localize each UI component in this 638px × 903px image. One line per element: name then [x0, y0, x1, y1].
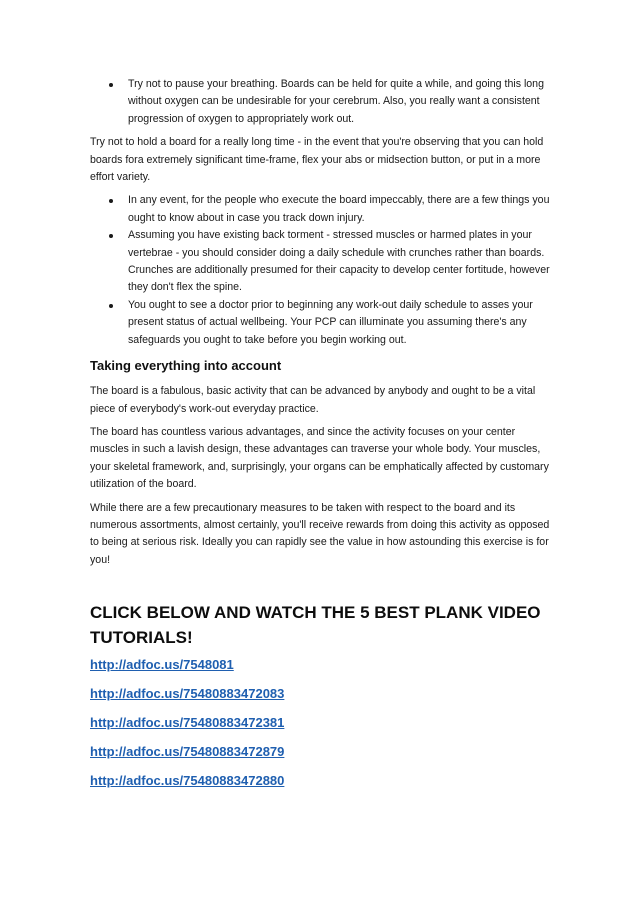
paragraph-hold-time: Try not to hold a board for a really long time - in the event that you're observing that you can hold boards fora extremely significant time-frame, flex your abs or midsection button, or put in a more effort variety. [90, 136, 544, 184]
link-item [90, 743, 552, 761]
video-link-2[interactable]: http://adfoc.us/75480883472083 [90, 686, 285, 702]
link-item [90, 656, 552, 674]
link-list [90, 656, 552, 790]
bullet-icon [109, 83, 113, 87]
document-page [90, 76, 552, 801]
video-link-3[interactable]: http://adfoc.us/75480883472381 [90, 715, 285, 731]
bullet-list-2 [90, 192, 552, 349]
list-item [90, 76, 552, 128]
paragraph: The board is a fabulous, basic activity that can be advanced by anybody and ought to be a vital piece of everybody's work-out everyday practice. [90, 385, 536, 415]
link-item [90, 772, 552, 790]
bullet-icon [109, 199, 113, 203]
section-heading: Taking everything into account [90, 358, 282, 374]
paragraph: The board has countless various advantages, and since the activity focuses on your center muscles in such a lavish design, these advantages can traverse your whole body. Your muscles, your skeletal framework, and, surprisingly, your organs can be emphatically affected by customary utilization of the board. [90, 425, 549, 491]
paragraph: While there are a few precautionary measures to be taken with respect to the board and its numerous assortments, almost certainly, you'll receive rewards from doing this activity as opposed to being at serious risk. Ideally you can rapidly see the value in how astounding this exercise is for you! [90, 501, 550, 566]
bullet-icon [109, 234, 113, 238]
video-link-5[interactable]: http://adfoc.us/75480883472880 [90, 773, 285, 789]
bullet-list-1 [90, 76, 552, 128]
bullet-text: Assuming you have existing back torment - stressed muscles or harmed plates in your vertebrae - you should consider doing a daily schedule with crunches rather than boards. Crunches are additionally presumed for their capacity to develop center fortitude, however they don't flex the spine. [128, 229, 550, 294]
link-item [90, 685, 552, 703]
link-item [90, 714, 552, 732]
list-item [90, 297, 552, 349]
bullet-text: In any event, for the people who execute the board impeccably, there are a few things you ought to know about in case you track down injury. [128, 194, 550, 224]
list-item [90, 227, 552, 297]
video-link-1[interactable]: http://adfoc.us/7548081 [90, 657, 234, 673]
bullet-icon [109, 304, 113, 308]
list-item [90, 192, 552, 227]
video-link-4[interactable]: http://adfoc.us/75480883472879 [90, 744, 285, 760]
bullet-text: Try not to pause your breathing. Boards can be held for quite a while, and going this long without oxygen can be undesirable for your cerebrum. Also, you really want a consistent progression of oxygen to appropriately work out. [128, 78, 544, 125]
cta-heading: CLICK BELOW AND WATCH THE 5 BEST PLANK VIDEO TUTORIALS! [90, 603, 541, 648]
bullet-text: You ought to see a doctor prior to beginning any work-out daily schedule to asses your present status of actual wellbeing. Your PCP can illuminate you assuming there's any safeguards you ought to take before you begin working out. [128, 298, 533, 346]
